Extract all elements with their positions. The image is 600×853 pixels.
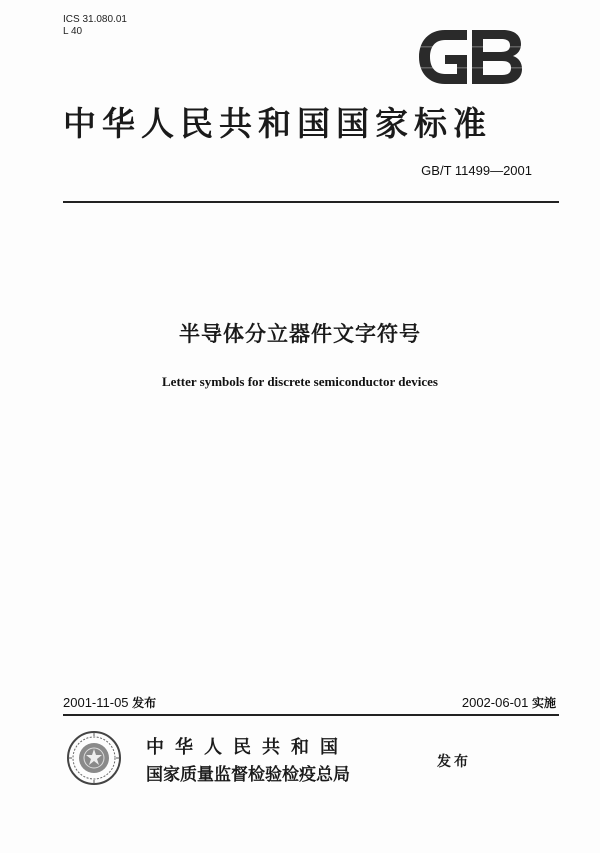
bottom-divider: [63, 714, 559, 716]
issuer-country: 中华人民共和国: [146, 737, 349, 758]
ccs-code: L 40: [63, 26, 83, 37]
implementation-date-label: 实施: [531, 696, 556, 710]
document-title-chinese: 半导体分立器件文字符号: [179, 322, 421, 346]
issue-date: 2001-11-05: [63, 695, 129, 710]
standard-number: GB/T 11499—2001: [421, 163, 532, 178]
implementation-date: 2002-06-01: [461, 695, 529, 710]
ics-code: ICS 31.080.01: [63, 14, 127, 25]
issue-date-label: 发布: [132, 696, 157, 710]
implementation-date-row: [462, 694, 556, 711]
document-title-english: Letter symbols for discrete semiconductor devices: [162, 374, 438, 389]
issue-date-row: [63, 694, 156, 711]
top-divider: [63, 201, 559, 203]
gb-logo: [415, 26, 525, 88]
standard-category-title: 中华人民共和国国家标准: [63, 104, 492, 143]
national-emblem-seal-icon: [66, 730, 122, 786]
classification-codes: [63, 14, 127, 38]
publish-label: 发布: [437, 754, 471, 770]
issuing-authority: [146, 733, 350, 785]
issuer-agency: 国家质量监督检验检疫总局: [146, 765, 350, 785]
